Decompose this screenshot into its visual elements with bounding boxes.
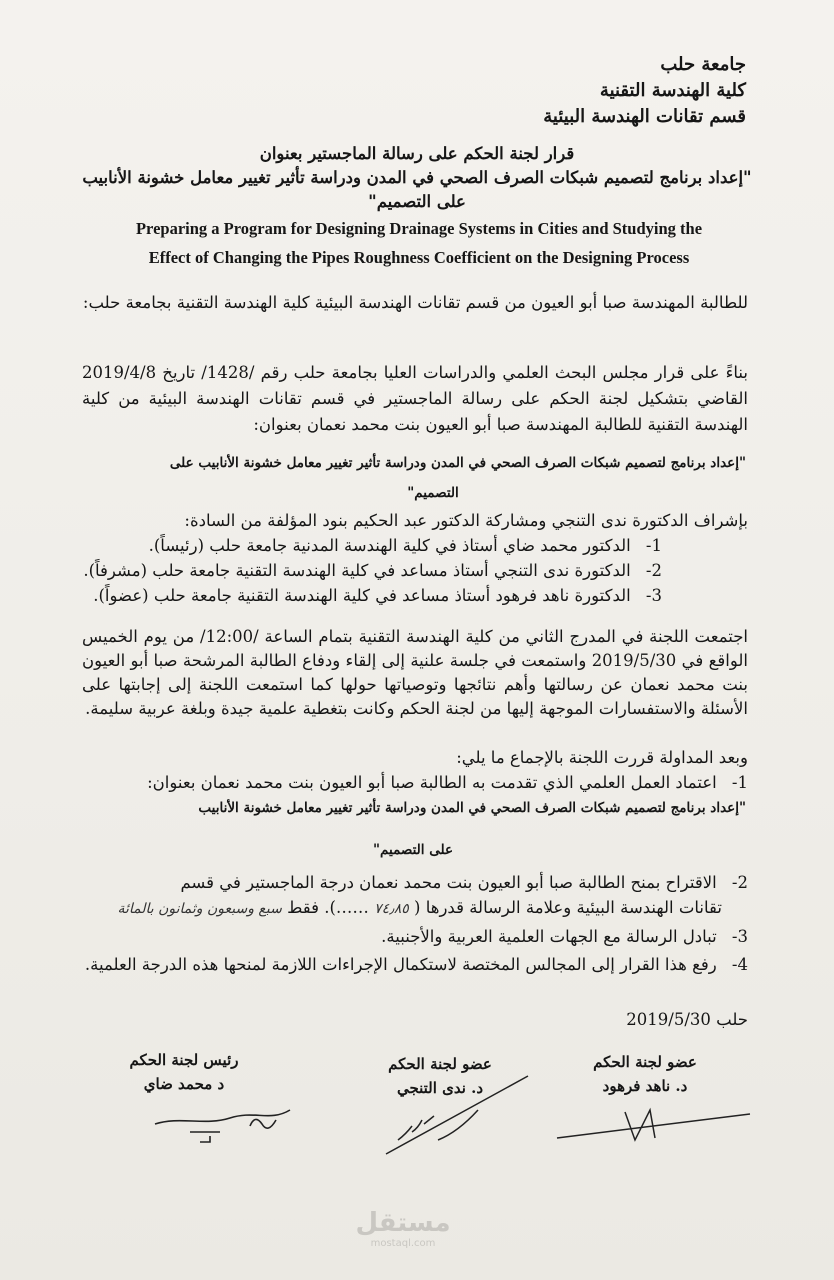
place-date: حلب 2019/5/30 [626, 1010, 748, 1029]
signature-block-member-2 [565, 1050, 725, 1098]
decision-text-only: ……). فقط [287, 898, 369, 917]
signature-scribble-member-1 [378, 1070, 538, 1160]
decision-item-2 [80, 870, 748, 922]
signature-role: عضو لجنة الحكم [593, 1053, 697, 1071]
signature-name: د محمد ضاي [143, 1075, 225, 1093]
quote-2-line-2: على التصميم" [372, 842, 454, 858]
session-paragraph: اجتمعت اللجنة في المدرج الثاني من كلية الهندسة التقنية بتمام الساعة /12:00/ من يوم الخميس الواقع في 2019/5/30 واستمعت في جلسة علنية إلى إلقاء ودفاع الطالبة المرشحة صبا أبو العيون بنت محمد نعمان عن رسالتها وأهم نتائجها وتوصياتها حولها كما استمعت اللجنة إلى إجابتها على الأسئلة والاستفسارات الموجهة إليها من لجنة الحكم وكانت بتغطية علمية جيدة وبلغة عربية سليمة. [82, 627, 749, 718]
decision-text: تبادل الرسالة مع الجهات العلمية العربية والأجنبية. [381, 927, 717, 946]
university-name: جامعة حلب [660, 54, 746, 75]
english-title-line-2: Effect of Changing the Pipes Roughness Coefficient on the Designing Process [148, 248, 690, 267]
committee-member [0, 583, 662, 608]
deliberation-line: وبعد المداولة قررت اللجنة بالإجماع ما يلي: [456, 748, 748, 767]
member-text: الدكتور محمد ضاي أستاذ في كلية الهندسة المدنية جامعة حلب (رئيساً). [148, 536, 631, 555]
list-number: 3- [731, 927, 748, 946]
faculty-name: كلية الهندسة التقنية [599, 80, 746, 101]
signature-scribble-chair [150, 1096, 300, 1146]
decision-text: رفع هذا القرار إلى المجالس المختصة لاستكمال الإجراءات اللازمة لمنحها هذه الدرجة العلمية. [84, 955, 717, 974]
intro-paragraph: للطالبة المهندسة صبا أبو العيون من قسم تقانات الهندسة البيئية كلية الهندسة التقنية بجامعة حلب: [82, 293, 748, 312]
basis-paragraph: بناءً على قرار مجلس البحث العلمي والدراسات العليا بجامعة حلب رقم /1428/ تاريخ 2019/4/8 القاضي بتشكيل لجنة الحكم على رسالة الماجستير في قسم تقانات الهندسة البيئية من كلية الهندسة التقنية للطالبة المهندسة صبا أبو العيون بنت محمد نعمان بعنوان: [82, 363, 748, 434]
signature-name: د. ناهد فرهود [602, 1077, 688, 1095]
watermark-text-en: mostaql.com [370, 1238, 436, 1249]
title-line-3: على التصميم" [368, 192, 466, 211]
committee-member [0, 558, 662, 583]
handwritten-grade: ٧٤٫٨٥ [374, 901, 409, 917]
list-number: 2- [645, 561, 662, 580]
signature-role: رئيس لجنة الحكم [129, 1051, 239, 1069]
list-number: 1- [731, 773, 748, 792]
signature-scribble-member-2 [555, 1106, 755, 1146]
committee-list [80, 533, 748, 608]
decision-text: اعتماد العمل العلمي الذي تقدمت به الطالبة صبا أبو العيون بنت محمد نعمان بعنوان: [147, 773, 717, 792]
department-name: قسم تقانات الهندسة البيئية [543, 106, 746, 127]
decision-item-4 [80, 952, 748, 977]
decision-title [80, 142, 754, 214]
list-number: 1- [645, 536, 662, 555]
decision-text: الاقتراح بمنح الطالبة صبا أبو العيون بنت محمد نعمان درجة الماجستير في قسم [180, 873, 717, 892]
english-title [90, 214, 748, 272]
signature-name: د. ندى التنجي [396, 1079, 484, 1097]
list-number: 4- [731, 955, 748, 974]
member-text: الدكتورة ندى التنجي أستاذ مساعد في كلية الهندسة التقنية جامعة حلب (مشرفاً). [83, 561, 631, 580]
decision-item-3 [80, 924, 748, 949]
signature-block-chair [104, 1048, 264, 1096]
list-number: 3- [645, 586, 662, 605]
english-title-line-1: Preparing a Program for Designing Drainage Systems in Cities and Studying the [135, 219, 703, 238]
quote-2-line-1: "إعداد برنامج لتصميم شبكات الصرف الصحي في المدن ودراسة تأثير تغيير معامل خشونة الأنابيب [198, 800, 746, 816]
watermark-text-ar: مستقل [355, 1208, 451, 1238]
quote-1-line-2: التصميم" [407, 485, 459, 501]
decision-item-1 [80, 770, 748, 795]
title-line-2: "إعداد برنامج لتصميم شبكات الصرف الصحي في المدن ودراسة تأثير تغيير معامل خشونة الأنابيب [82, 168, 752, 187]
decision-text-cont: تقانات الهندسة البيئية وعلامة الرسالة قدرها ( [414, 898, 722, 917]
title-line-1: قرار لجنة الحكم على رسالة الماجستير بعنوان [259, 144, 575, 163]
watermark-logo [348, 1208, 458, 1250]
handwritten-grade-words: سبع وسبعون وثمانون بالمائة [117, 901, 282, 917]
committee-member [0, 533, 662, 558]
member-text: الدكتورة ناهد فرهود أستاذ مساعد في كلية الهندسة التقنية جامعة حلب (عضواً). [93, 586, 631, 605]
quote-1-line-1: "إعداد برنامج لتصميم شبكات الصرف الصحي في المدن ودراسة تأثير تغيير معامل خشونة الأنابيب على [169, 455, 746, 471]
thesis-title-quote-2 [80, 797, 746, 861]
list-number: 2- [731, 873, 748, 892]
signature-role: عضو لجنة الحكم [388, 1055, 492, 1073]
letterhead [543, 52, 746, 130]
supervision-line: بإشراف الدكتورة ندى التنجي ومشاركة الدكتور عبد الحكيم بنود المؤلفة من السادة: [184, 511, 748, 530]
thesis-title-quote-1 [120, 452, 746, 504]
